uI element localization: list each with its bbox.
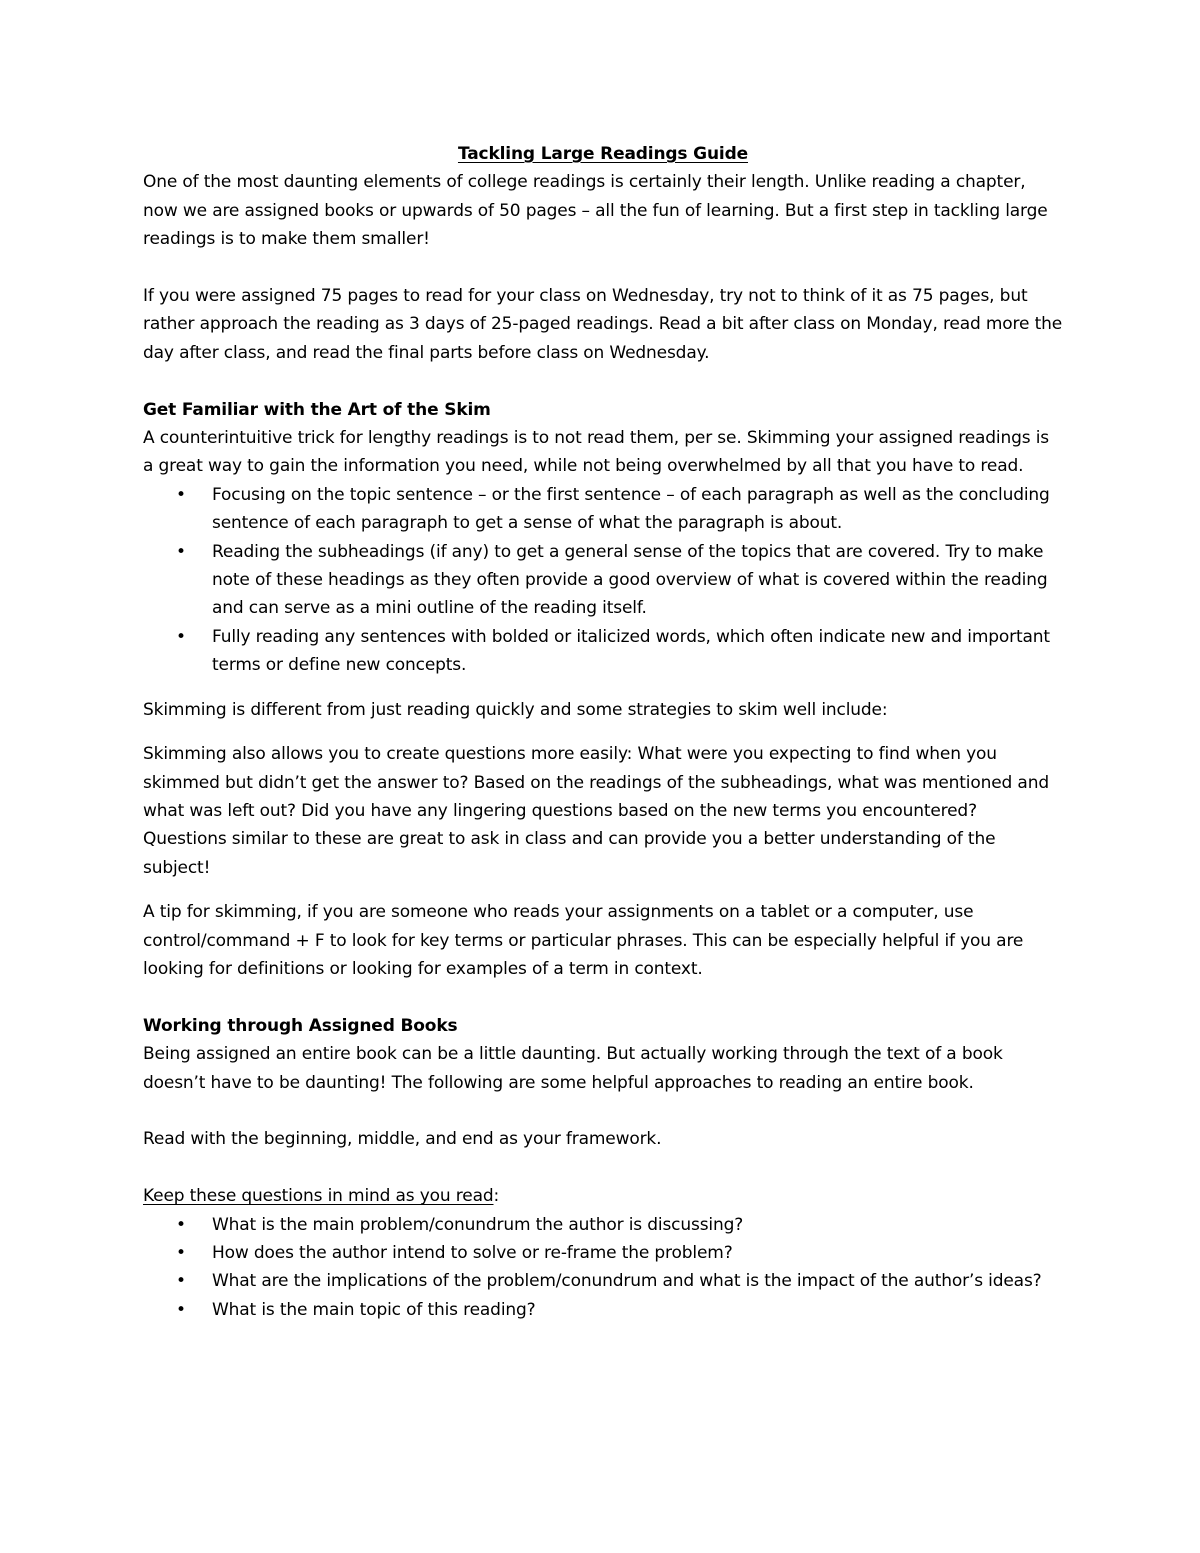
list-item-text: What is the main topic of this reading? xyxy=(212,1299,536,1320)
bullet-icon: • xyxy=(176,1299,186,1320)
list-item-text: Reading the subheadings (if any) to get a general sense of the topics that are covered. Try to make note of these headings as they often provide a good overview of what is covered within the reading and can serve as a mini outline of the reading itself. xyxy=(212,541,1048,619)
bullet-icon: • xyxy=(176,541,186,562)
list-item xyxy=(143,1267,1063,1295)
intro-paragraph-1: One of the most daunting elements of college readings is certainly their length. Unlike reading a chapter, now we are assigned books or upwards of 50 pages – all the fun of learning. But a first step in tackling large readings is to make them smaller! xyxy=(143,172,1048,250)
reading-questions-list xyxy=(143,1211,1063,1325)
list-item-text: How does the author intend to solve or re-frame the problem? xyxy=(212,1242,733,1263)
list-item-text: Focusing on the topic sentence – or the first sentence – of each paragraph as well as the concluding sentence of each paragraph to get a sense of what the paragraph is about. xyxy=(212,484,1050,534)
skim-paragraph-4: A tip for skimming, if you are someone who reads your assignments on a tablet or a computer, use control/command + F to look for key terms or particular phrases. This can be especially helpful if you are looking for definitions or looking for examples of a term in context. xyxy=(143,902,1024,979)
list-item-text: What are the implications of the problem/conundrum and what is the impact of the author’s ideas? xyxy=(212,1271,1042,1292)
list-item-text: What is the main problem/conundrum the author is discussing? xyxy=(212,1214,744,1235)
bullet-icon: • xyxy=(176,1242,186,1263)
list-item xyxy=(143,1296,1063,1324)
bullet-icon: • xyxy=(176,626,186,647)
document-page xyxy=(143,140,1063,1324)
skim-section-heading: Get Familiar with the Art of the Skim xyxy=(143,399,491,420)
skim-paragraph-3: Skimming also allows you to create questions more easily: What were you expecting to find when you skimmed but didn’t get the answer to? Based on the readings of the subheadings, what was mentioned and what was left out? Did you have any lingering questions based on the new terms you encountered? Questions similar to these are great to ask in class and can provide you a better understanding of the subject! xyxy=(143,744,1049,878)
bullet-icon: • xyxy=(176,1271,186,1292)
list-item-text: Fully reading any sentences with bolded or italicized words, which often indicate new and important terms or define new concepts. xyxy=(212,626,1050,676)
list-item xyxy=(143,538,1063,623)
bullet-icon: • xyxy=(176,1214,186,1235)
questions-colon: : xyxy=(493,1186,500,1207)
list-item xyxy=(143,1211,1063,1239)
books-paragraph-2: Read with the beginning, middle, and end as your framework. xyxy=(143,1129,662,1150)
document-title: Tackling Large Readings Guide xyxy=(457,144,749,164)
skim-paragraph-2: Skimming is different from just reading quickly and some strategies to skim well include: xyxy=(143,699,888,720)
intro-paragraph-2: If you were assigned 75 pages to read for your class on Wednesday, try not to think of it as 75 pages, but rather approach the reading as 3 days of 25-paged readings. Read a bit after class on Monday, read more the day after class, and read the final parts before class on Wednesday. xyxy=(143,286,1063,363)
questions-label: Keep these questions in mind as you read xyxy=(143,1186,494,1207)
list-item xyxy=(143,623,1063,680)
books-paragraph-1: Being assigned an entire book can be a little daunting. But actually working through the text of a book doesn’t have to be daunting! The following are some helpful approaches to reading an entire book. xyxy=(143,1044,1003,1093)
skim-strategy-list xyxy=(143,481,1063,680)
skim-paragraph-1: A counterintuitive trick for lengthy readings is to not read them, per se. Skimming your assigned readings is a great way to gain the information you need, while not being overwhelmed by all that you have to read. xyxy=(143,428,1050,477)
books-section-heading: Working through Assigned Books xyxy=(143,1015,458,1036)
list-item xyxy=(143,1239,1063,1267)
list-item xyxy=(143,481,1063,538)
questions-intro xyxy=(143,1182,1063,1210)
bullet-icon: • xyxy=(176,484,186,505)
